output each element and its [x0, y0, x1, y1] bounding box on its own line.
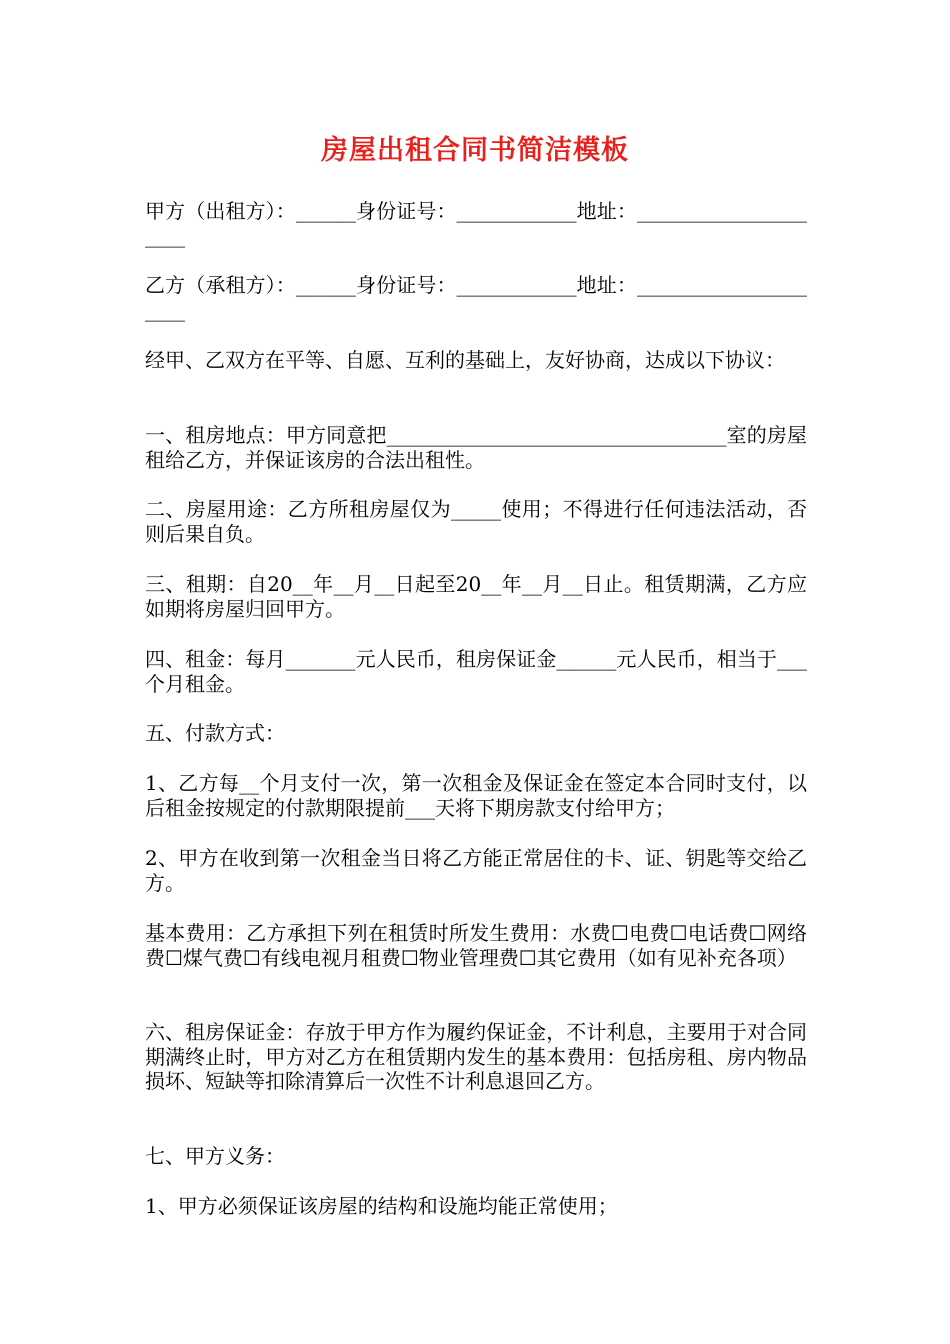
- party-a-line: 甲方（出租方）：______身份证号：____________地址：_____________________: [145, 199, 807, 248]
- document-title: 房屋出租合同书简洁模板: [321, 135, 629, 166]
- clause-6-deposit: 六、租房保证金：存放于甲方作为履约保证金，不计利息，主要用于对合同期满终止时，甲方对乙方在租赁期内发生的基本费用：包括房租、房内物品损坏、短缺等扣除清算后一次性不计利息退回乙方。: [145, 1020, 807, 1093]
- agreement-intro: 经甲、乙双方在平等、自愿、互利的基础上，友好协商，达成以下协议：: [145, 348, 785, 372]
- clause-7-landlord-duties-heading: 七、甲方义务：: [145, 1144, 285, 1168]
- clause-1-location: 一、租房地点：甲方同意把__________________________________室的房屋租给乙方，并保证该房的合法出租性。: [145, 423, 807, 472]
- clause-4-rent: 四、租金：每月_______元人民币，租房保证金______元人民币，相当于___个月租金。: [145, 647, 807, 696]
- basic-fees: 基本费用：乙方承担下列在租赁时所发生费用：水费☐电费☐电话费☐网络费☐煤气费☐有线电视月租费☐物业管理费☐其它费用（如有见补充各项）: [145, 921, 807, 970]
- clause-3-term: 三、租期：自20__年__月__日起至20__年__月__日止。租赁期满，乙方应如期将房屋归回甲方。: [145, 572, 807, 621]
- party-b-line: 乙方（承租方）：______身份证号：____________地址：_____________________: [145, 273, 807, 322]
- payment-item-1: 1、乙方每__个月支付一次，第一次租金及保证金在签定本合同时支付，以后租金按规定的付款期限提前___天将下期房款支付给甲方；: [145, 771, 807, 820]
- clause-2-usage: 二、房屋用途：乙方所租房屋仅为_____使用；不得进行任何违法活动，否则后果自负。: [145, 497, 807, 546]
- payment-item-2: 2、甲方在收到第一次租金当日将乙方能正常居住的卡、证、钥匙等交给乙方。: [145, 846, 807, 895]
- landlord-duty-1: 1、甲方必须保证该房屋的结构和设施均能正常使用；: [145, 1194, 618, 1218]
- clause-5-payment-heading: 五、付款方式：: [145, 721, 285, 745]
